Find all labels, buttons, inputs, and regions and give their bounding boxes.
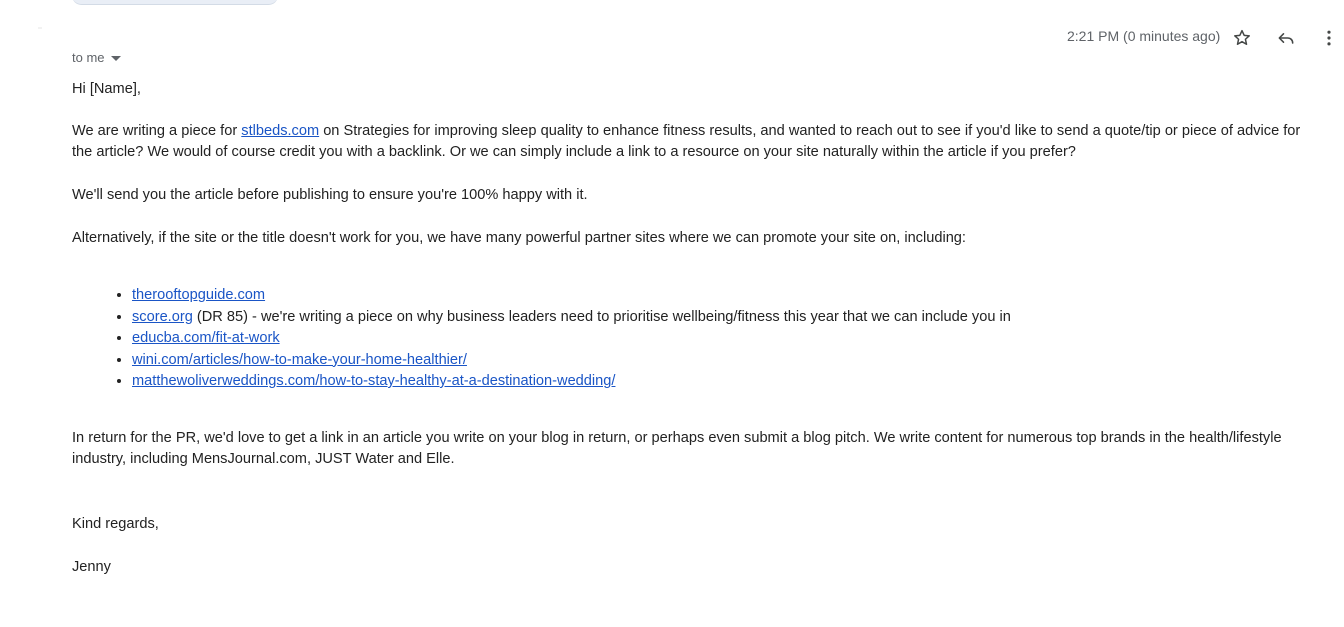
recipient-label: to me xyxy=(72,50,105,65)
list-item xyxy=(132,285,1011,307)
email-paragraph-2: We'll send you the article before publishing to ensure you're 100% happy with it. xyxy=(72,187,588,203)
divider xyxy=(38,27,42,29)
email-greeting: Hi [Name], xyxy=(72,81,141,97)
email-paragraph-4: In return for the PR, we'd love to get a link in an article you write on your blog in return, or perhaps even submit a blog pitch. We write content for numerous top brands in the health/lifestyle industry, including MensJournal.com, JUST Water and Elle. xyxy=(72,430,1282,467)
partner-sites-list xyxy=(72,285,1011,393)
site-link[interactable]: wini.com/articles/how-to-make-your-home-healthier/ xyxy=(132,351,467,368)
collapsed-header-pill[interactable] xyxy=(72,0,278,5)
reply-icon xyxy=(1276,28,1296,48)
stlbeds-link[interactable]: stlbeds.com xyxy=(241,123,320,139)
more-vert-icon xyxy=(1319,28,1339,48)
site-link[interactable]: educba.com/fit-at-work xyxy=(132,330,280,346)
email-paragraph-1 xyxy=(72,121,1320,163)
site-link[interactable]: therooftopguide.com xyxy=(132,287,266,303)
email-signature: Jenny xyxy=(72,559,111,575)
recipient-dropdown[interactable] xyxy=(72,50,121,65)
email-closing: Kind regards, xyxy=(72,516,159,532)
site-link[interactable]: score.org xyxy=(132,308,193,325)
star-icon xyxy=(1232,28,1252,48)
site-link[interactable]: matthewoliverweddings.com/how-to-stay-healthy-at-a-destination-wedding/ xyxy=(132,373,616,389)
email-paragraph-3: Alternatively, if the site or the title doesn't work for you, we have many powerful partner sites where we can promote your site on, including: xyxy=(72,230,966,246)
list-item xyxy=(132,350,1011,372)
paragraph-1-suffix: on Strategies for improving sleep quality to enhance fitness results, and wanted to reach out to see if you'd like to send a quote/tip or piece of advice for the article? We would of course credit you with a backlink. Or we can simply include a link to a resource on your site naturally within the article if you prefer? xyxy=(72,123,1301,160)
reply-button[interactable] xyxy=(1273,25,1299,51)
list-item xyxy=(132,371,1011,393)
list-item xyxy=(132,307,1011,329)
site-note: (DR 85) - we're writing a piece on why business leaders need to prioritise wellbeing/fitness this year that we can include you in xyxy=(192,308,1011,325)
more-options-button[interactable] xyxy=(1316,25,1342,51)
list-item xyxy=(132,328,1011,350)
star-button[interactable] xyxy=(1229,25,1255,51)
chevron-down-icon xyxy=(111,56,121,61)
paragraph-1-prefix: We are writing a piece for xyxy=(72,123,242,139)
email-timestamp: 2:21 PM (0 minutes ago) xyxy=(1067,28,1221,44)
